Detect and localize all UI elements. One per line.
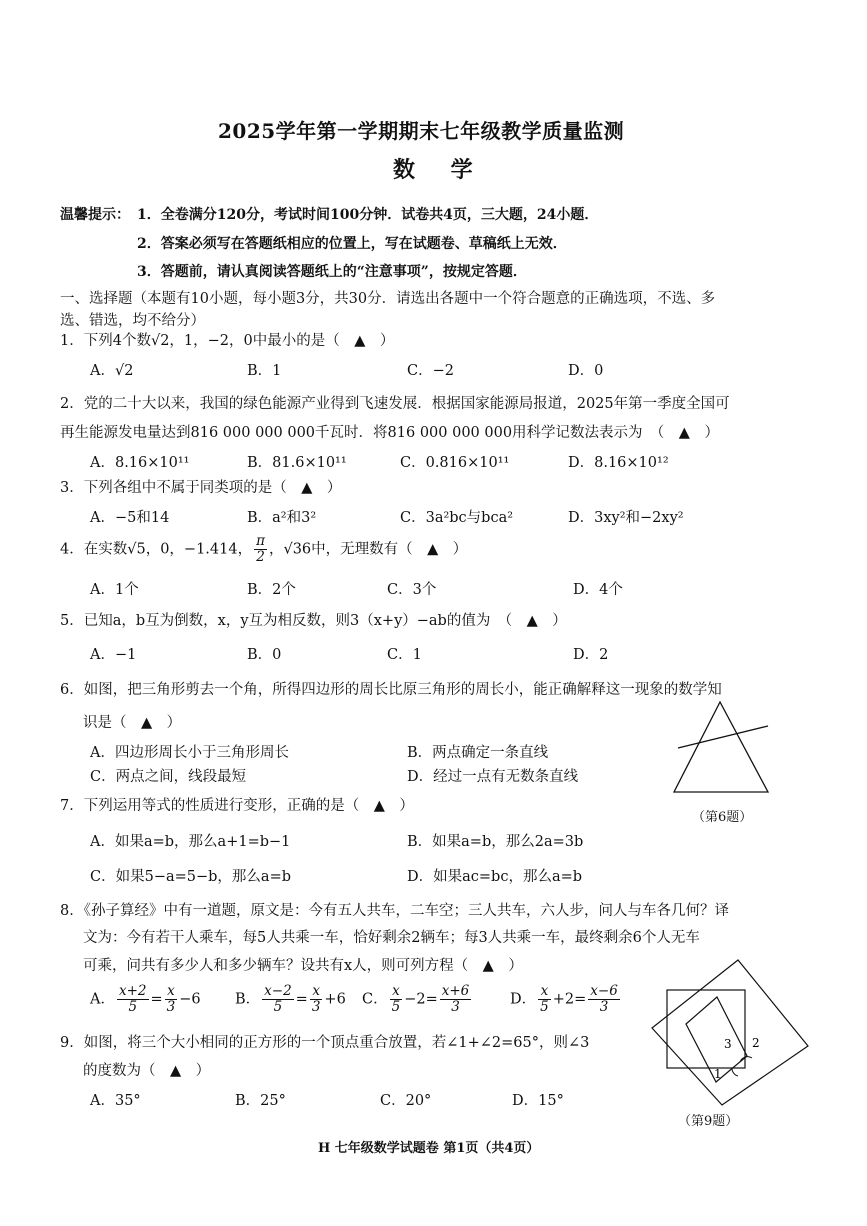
q6-stem-line1: 6．如图，把三角形剪去一个角，所得四边形的周长比原三角形的周长小，能正确解释这一现象的数学知 xyxy=(60,682,722,698)
q8-option-c xyxy=(362,984,473,1015)
fraction-denominator: 5 xyxy=(540,999,549,1015)
q3-option-d: D．3xy²和−2xy² xyxy=(568,510,684,526)
notes-item: 3．答题前，请认真阅读答题纸上的“注意事项”，按规定答题． xyxy=(137,264,527,280)
q6-stem-line2: 识是（ ▲ ） xyxy=(83,715,182,731)
q9-stem-line1: 9．如图，将三个大小相同的正方形的一个顶点重合放置，若∠1+∠2=65°，则∠3 xyxy=(60,1035,590,1051)
q5-option-a: A．−1 xyxy=(90,647,137,663)
q9-figure-caption: （第9题） xyxy=(678,1114,739,1129)
q4-option-d: D．4个 xyxy=(573,582,623,598)
notes-item: 2．答案必须写在答题纸相应的位置上，写在试题卷、草稿纸上无效． xyxy=(137,236,567,252)
q6-triangle-figure xyxy=(668,698,778,798)
section-heading-cont: 选、错选，均不给分） xyxy=(60,313,205,329)
q5-stem: 5．已知a，b互为倒数，x，y互为相反数，则3（x+y）−ab的值为 （ ▲ ） xyxy=(60,613,567,629)
q8-stem-line1: 8．《孙子算经》中有一道题，原文是：今有五人共车，二车空；三人共车，六人步，问人与车各几何？译 xyxy=(60,903,729,919)
fraction-denominator: 5 xyxy=(391,999,401,1015)
fraction-numerator: x xyxy=(390,984,403,1000)
option-label: B． xyxy=(235,991,261,1008)
q7-option-c: C．如果5−a=5−b，那么a=b xyxy=(90,869,291,885)
angle-label-1: 1 xyxy=(714,1067,722,1081)
triangle-shape xyxy=(674,702,768,792)
fraction-numerator: x+2 xyxy=(118,983,147,999)
angle-label-2: 2 xyxy=(752,1036,760,1050)
q9-option-c: C．20° xyxy=(380,1093,432,1109)
fraction xyxy=(117,984,149,1015)
q9-option-b: B．25° xyxy=(235,1093,286,1109)
fraction-denominator: 3 xyxy=(599,999,609,1015)
q1-option-a: A．√2 xyxy=(90,363,134,379)
angle-label-3: 3 xyxy=(724,1037,732,1051)
q1-option-d: D．0 xyxy=(568,363,604,379)
q3-option-a: A．−5和14 xyxy=(90,510,170,526)
fraction-numerator: x xyxy=(165,984,178,1000)
fraction-denominator: 5 xyxy=(128,999,138,1015)
q5-option-b: B．0 xyxy=(247,647,282,663)
fraction xyxy=(588,984,620,1015)
q4-stem xyxy=(60,534,467,565)
fraction-numerator: x−2 xyxy=(264,983,292,999)
option-label: C． xyxy=(362,991,388,1008)
q6-option-c: C．两点之间，线段最短 xyxy=(90,769,247,785)
notes-item: 1．全卷满分120分，考试时间100分钟．试卷共4页，三大题，24小题． xyxy=(137,207,599,223)
expr-tail: +6 xyxy=(324,991,346,1008)
q4-stem-start: 4．在实数√5，0，−1.414， xyxy=(60,541,253,558)
fraction-numerator: x xyxy=(310,984,323,1000)
q2-stem-line2: 再生能源发电量达到816 000 000 000千瓦时．将816 000 000 000用科学记数法表示为 （ ▲ ） xyxy=(60,425,719,441)
fraction-numerator: x xyxy=(538,984,551,1000)
fraction xyxy=(440,984,472,1015)
q4-option-a: A．1个 xyxy=(90,582,139,598)
q5-option-d: D．2 xyxy=(573,647,609,663)
q5-option-c: C．1 xyxy=(387,647,422,663)
page-title: 2025学年第一学期期末七年级教学质量监测 xyxy=(218,119,625,143)
fraction-numerator: x+6 xyxy=(441,983,470,999)
q1-stem: 1．下列4个数√2，1，−2，0中最小的是（ ▲ ） xyxy=(60,333,395,349)
q6-option-d: D．经过一点有无数条直线 xyxy=(407,769,579,785)
q6-option-b: B．两点确定一条直线 xyxy=(407,745,549,761)
angle-arc xyxy=(732,1068,738,1076)
cut-line xyxy=(678,726,768,748)
expr-middle: +2= xyxy=(552,991,587,1008)
q1-option-c: C．−2 xyxy=(407,363,454,379)
q4-stem-end: ，√36中，无理数有（ ▲ ） xyxy=(268,541,468,558)
q9-stem-line2: 的度数为（ ▲ ） xyxy=(83,1063,211,1079)
q8-option-b: B． $\frac{x-2}{5}$ = $\frac{x}{3}$ +6 xyxy=(235,983,346,1015)
expr-tail: −6 xyxy=(179,991,201,1008)
option-label: A． xyxy=(90,991,115,1008)
fraction xyxy=(262,984,294,1015)
option-label: D． xyxy=(510,991,537,1008)
q8-stem-line3: 可乘，问共有多少人和多少辆车？设共有x人，则可列方程（ ▲ ） xyxy=(83,958,523,974)
fraction xyxy=(538,984,551,1015)
q2-option-d: D．8.16×10¹² xyxy=(568,455,669,471)
q6-option-a: A．四边形周长小于三角形周长 xyxy=(90,745,289,761)
q3-option-b: B．a²和3² xyxy=(247,510,317,526)
fraction-denominator: 3 xyxy=(166,999,176,1015)
fraction-denominator: 3 xyxy=(311,999,321,1015)
q3-option-c: C．3a²bc与bca² xyxy=(400,510,514,526)
q9-option-a: A．35° xyxy=(90,1093,141,1109)
q7-stem: 7．下列运用等式的性质进行变形，正确的是（ ▲ ） xyxy=(60,798,414,814)
q8-option-a: A． $\frac{x+2}{5}$ = $\frac{x}{3}$ −6 xyxy=(90,983,201,1015)
q4-option-b: B．2个 xyxy=(247,582,296,598)
q2-option-b: B．81.6×10¹¹ xyxy=(247,455,347,471)
q2-option-a: A．8.16×10¹¹ xyxy=(90,455,190,471)
fraction xyxy=(165,984,178,1015)
fraction-denominator: 5 xyxy=(273,999,283,1015)
square-rotated-large xyxy=(652,960,808,1105)
q7-option-d: D．如果ac=bc，那么a=b xyxy=(407,869,583,885)
fraction-denominator: 3 xyxy=(451,999,460,1015)
q8-stem-line2: 文为：今有若干人乘车，每5人共乘一车，恰好剩余2辆车；每3人共乘一车，最终剩余6个人无车 xyxy=(83,930,700,946)
q6-figure-caption: （第6题） xyxy=(692,810,753,825)
fraction-numerator: π xyxy=(256,533,265,549)
fraction-numerator: x−6 xyxy=(590,983,618,999)
fraction-denominator: 2 xyxy=(256,549,265,565)
page-footer: H 七年级数学试题卷 第1页（共4页） xyxy=(318,1141,540,1156)
fraction xyxy=(310,984,323,1015)
q2-option-c: C．0.816×10¹¹ xyxy=(400,455,510,471)
q4-pi-fraction xyxy=(254,534,267,565)
expr-middle: −2= xyxy=(404,991,438,1008)
q3-stem: 3．下列各组中不属于同类项的是（ ▲ ） xyxy=(60,480,342,496)
q2-stem-line1: 2．党的二十大以来，我国的绿色能源产业得到飞速发展．根据国家能源局报道，2025年第一季度全国可 xyxy=(60,396,730,412)
section-heading: 一、选择题（本题有10小题，每小题3分，共30分．请选出各题中一个符合题意的正确选项，不选、多 xyxy=(60,291,716,307)
q9-option-d: D．15° xyxy=(512,1093,564,1109)
q7-option-a: A．如果a=b，那么a+1=b−1 xyxy=(90,834,291,850)
q1-option-b: B．1 xyxy=(247,363,282,379)
notes-prefix: 温馨提示： xyxy=(60,207,130,223)
fraction xyxy=(390,984,403,1015)
subject-title: 数 学 xyxy=(393,157,487,183)
q7-option-b: B．如果a=b，那么2a=3b xyxy=(407,834,584,850)
q9-squares-figure xyxy=(630,950,820,1110)
q8-option-d xyxy=(510,984,622,1015)
q4-option-c: C．3个 xyxy=(387,582,437,598)
